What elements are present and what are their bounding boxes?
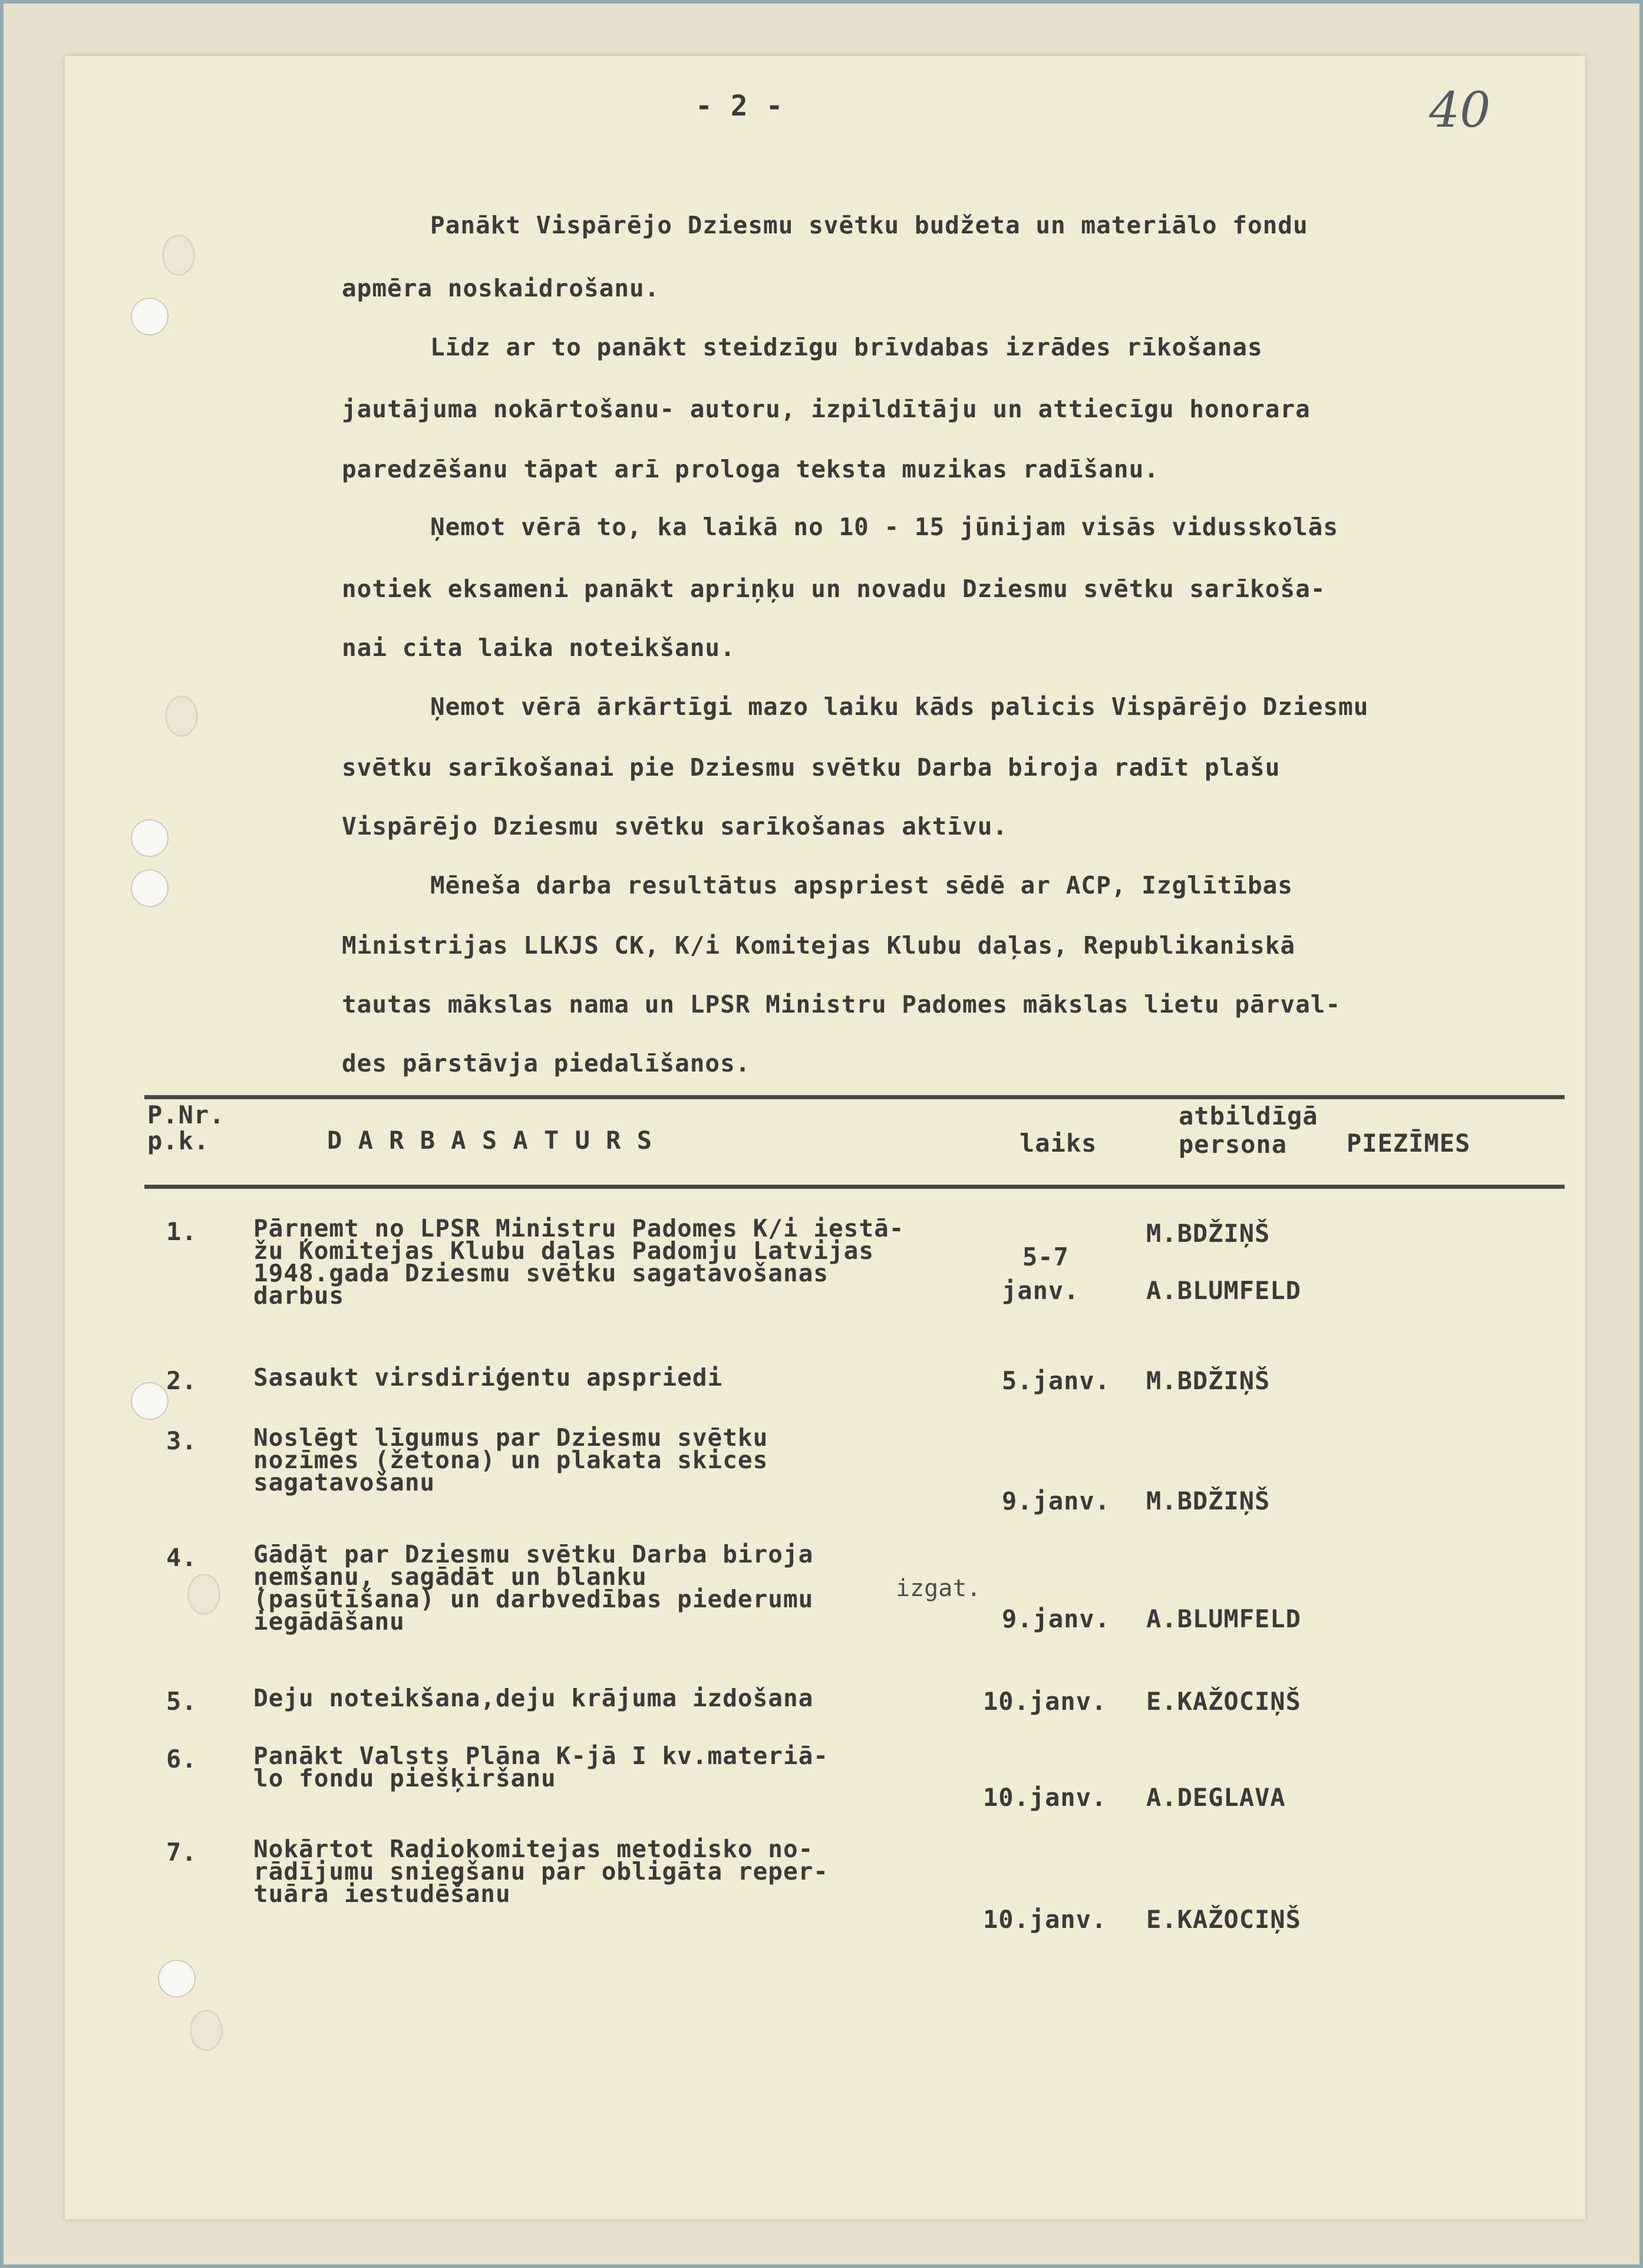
row-content-line: Gādāt par Dziesmu svētku Darba biroja: [253, 1540, 814, 1568]
row-time: janv.: [1002, 1276, 1080, 1305]
row-responsible: M.BDŽIŅŠ: [1146, 1366, 1271, 1395]
punch-hole: [158, 1960, 196, 1997]
grommet-mark: [190, 2010, 223, 2051]
body-line: Vispārējo Dziesmu svētku sarīkošanas aktīvu.: [342, 812, 1008, 840]
column-header-time: laiks: [1020, 1129, 1097, 1158]
column-header-responsible: atbildīgā persona: [1179, 1102, 1318, 1159]
punch-hole: [131, 298, 169, 335]
row-number: 7.: [166, 1838, 197, 1867]
grommet-mark: [162, 235, 195, 276]
row-content-line: (pasūtīšana) un darbvedības piederumu: [253, 1585, 814, 1613]
body-line: Līdz ar to panākt steidzīgu brīvdabas izrādes rīkošanas: [430, 333, 1263, 361]
body-line: nai cita laika noteikšanu.: [342, 634, 735, 662]
table-top-rule: [144, 1095, 1565, 1099]
punch-hole: [131, 869, 169, 907]
typed-annotation: izgat.: [896, 1575, 981, 1602]
body-line: Mēneša darba resultātus apspriest sēdē ar ACP, Izglītības: [430, 871, 1293, 899]
row-content-line: žu Komitejas Klubu daļas Padomju Latvijas: [253, 1237, 875, 1265]
row-responsible: M.BDŽIŅŠ: [1146, 1219, 1271, 1248]
row-time: 10.janv.: [983, 1783, 1107, 1812]
row-content-line: nozīmes (žetona) un plakata skices: [253, 1446, 768, 1474]
row-time: 9.janv.: [1002, 1604, 1111, 1633]
body-line: des pārstāvja piedalīšanos.: [342, 1049, 751, 1077]
column-header-content: D A R B A S A T U R S: [327, 1126, 653, 1155]
body-line: jautājuma nokārtošanu- autoru, izpildītāju un attiecīgu honorara: [342, 395, 1311, 423]
row-content-line: Deju noteikšana,deju krājuma izdošana: [253, 1684, 814, 1712]
row-content-line: Pārņemt no LPSR Ministru Padomes K/i iestā-: [253, 1214, 905, 1242]
row-responsible: M.BDŽIŅŠ: [1146, 1486, 1271, 1515]
punch-hole: [131, 819, 169, 857]
body-line: Ņemot vērā to, ka laikā no 10 - 15 jūnijam visās vidusskolās: [430, 513, 1339, 541]
row-number: 2.: [166, 1366, 197, 1395]
row-content-line: rādījumu sniegšanu par obligāta reper-: [253, 1857, 829, 1885]
table-header-rule: [144, 1185, 1565, 1189]
row-time: 5.janv.: [1002, 1366, 1111, 1395]
row-number: 4.: [166, 1543, 197, 1572]
body-line: Ministrijas LLKJS CK, K/i Komitejas Klubu daļas, Republikaniskā: [342, 931, 1296, 960]
row-time: 10.janv.: [983, 1687, 1107, 1716]
page-number: - 2 -: [695, 90, 784, 123]
row-content-line: 1948.gada Dziesmu svētku sagatavošanas: [253, 1259, 829, 1287]
column-header-number: P.Nr. p.k.: [147, 1100, 225, 1155]
body-line: Ņemot vērā ārkārtīgi mazo laiku kāds palicis Vispārējo Dziesmu: [430, 693, 1369, 721]
body-line: svētku sarīkošanai pie Dziesmu svētku Darba biroja radīt plašu: [342, 753, 1281, 782]
row-time: 9.janv.: [1002, 1486, 1111, 1515]
row-time: 10.janv.: [983, 1905, 1107, 1934]
row-number: 1.: [166, 1217, 197, 1246]
row-content-line: Nokārtot Radiokomitejas metodisko no-: [253, 1835, 814, 1863]
row-responsible: A.BLUMFELD: [1146, 1276, 1301, 1305]
row-content-line: darbus: [253, 1281, 345, 1310]
row-content-line: iegādāšanu: [253, 1607, 405, 1636]
row-number: 3.: [166, 1426, 197, 1455]
punch-hole: [131, 1382, 169, 1420]
row-responsible: A.DEGLAVA: [1146, 1783, 1286, 1812]
grommet-mark: [187, 1574, 220, 1615]
body-line: Panākt Vispārējo Dziesmu svētku budžeta un materiālo fondu: [430, 211, 1308, 239]
row-responsible: E.KAŽOCIŅŠ: [1146, 1687, 1301, 1716]
row-time: 5-7: [1022, 1242, 1069, 1271]
row-content-line: tuāra iestudēšanu: [253, 1880, 511, 1908]
row-number: 5.: [166, 1687, 197, 1716]
row-responsible: E.KAŽOCIŅŠ: [1146, 1905, 1301, 1934]
body-line: tautas mākslas nama un LPSR Ministru Padomes mākslas lietu pārval-: [342, 990, 1341, 1018]
handwritten-folio-number: 40: [1429, 83, 1491, 139]
row-content-line: ņemšanu, sagādāt un blanku: [253, 1562, 647, 1591]
grommet-mark: [165, 695, 198, 737]
row-number: 6.: [166, 1745, 197, 1773]
row-responsible: A.BLUMFELD: [1146, 1604, 1301, 1633]
row-content-line: Panākt Valsts Plāna K-jā I kv.materiā-: [253, 1742, 829, 1770]
row-content-line: Noslēgt līgumus par Dziesmu svētku: [253, 1423, 768, 1452]
row-content-line: Sasaukt virsdiriģentu apspriedi: [253, 1363, 723, 1392]
body-line: notiek eksameni panākt apriņķu un novadu Dziesmu svētku sarīkoša-: [342, 575, 1326, 603]
row-content-line: lo fondu piešķiršanu: [253, 1764, 556, 1792]
body-line: paredzēšanu tāpat arī prologa teksta muzikas radīšanu.: [342, 455, 1159, 483]
row-content-line: sagatavošanu: [253, 1468, 436, 1496]
body-line: apmēra noskaidrošanu.: [342, 274, 660, 302]
column-header-notes: PIEZĪMES: [1347, 1129, 1471, 1158]
